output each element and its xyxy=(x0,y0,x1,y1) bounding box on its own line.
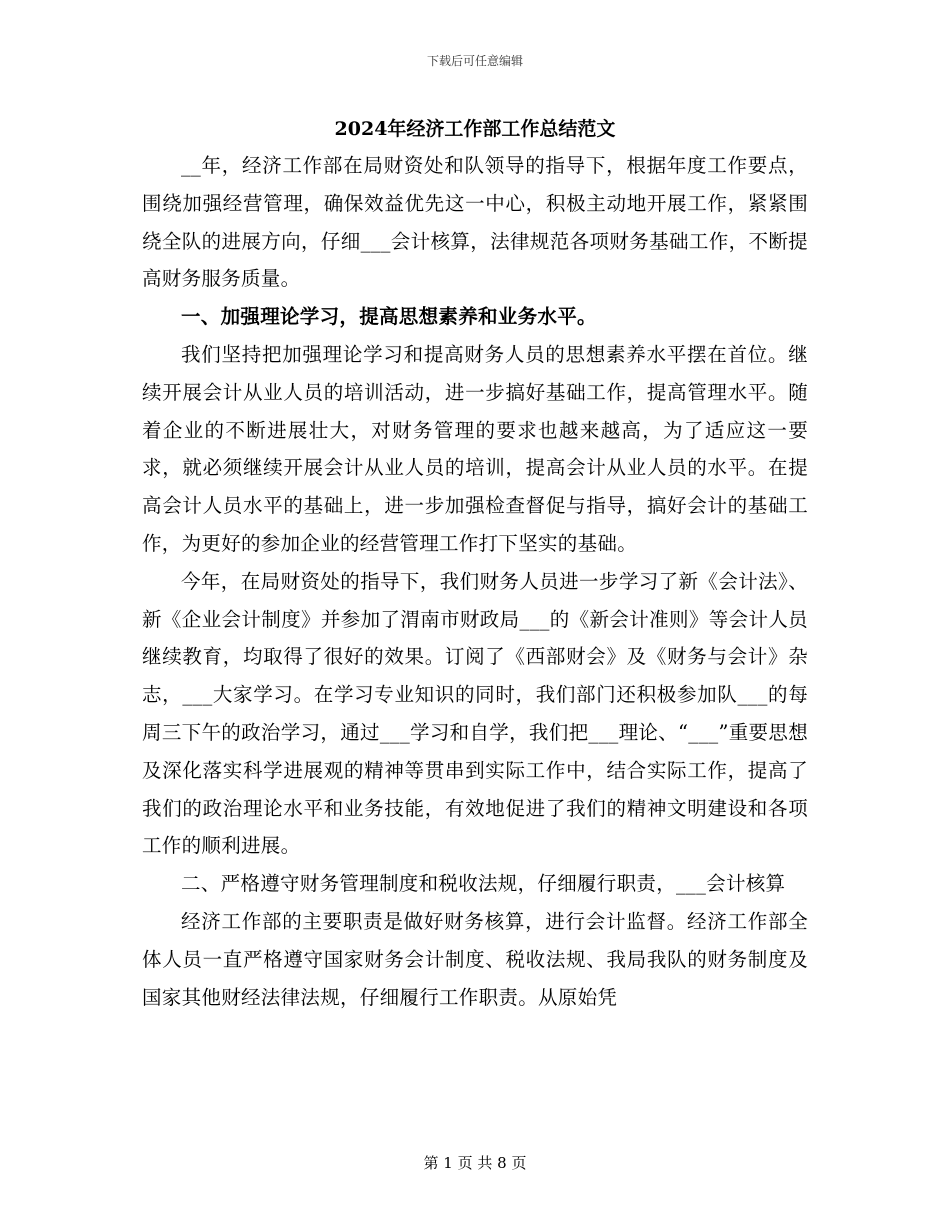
section-heading-2: 二、严格遵守财务管理制度和税收法规，仔细履行职责，___会计核算 xyxy=(181,872,786,896)
paragraph-this-year: 今年，在局财资处的指导下，我们财务人员进一步学习了新《会计法》、新《企业会计制度》并参加了渭南市财政局___的《新会计准则》等会计人员继续教育，均取得了很好的效果。订阅了《西部财会》及《财务与会计》杂志，___大家学习。在学习专业知识的同时，我们部门还积极参加队___的每周三下午的政治学习，通过___学习和自学，我们把___理论、“___”重要思想及深化落实科学进展观的精神等贯串到实际工作中，结合实际工作，提高了我们的政治理论水平和业务技能，有效地促进了我们的精神文明建设和各项工作的顺利进展。 xyxy=(142,569,808,858)
section-heading-1: 一、加强理论学习，提高思想素养和业务水平。 xyxy=(181,305,597,329)
paragraph-intro: __年，经济工作部在局财资处和队领导的指导下，根据年度工作要点，围绕加强经营管理，确保效益优先这一中心，积极主动地开展工作，紧紧围绕全队的进展方向，仔细___会计核算，法律规范各项财务基础工作，不断提高财务服务质量。 xyxy=(142,154,808,291)
document-title: 2024年经济工作部工作总结范文 xyxy=(334,118,616,140)
paragraph-duties: 经济工作部的主要职责是做好财务核算，进行会计监督。经济工作部全体人员一直严格遵守国家财务会计制度、税收法规、我局我队的财务制度及国家其他财经法律法规，仔细履行工作职责。从原始凭 xyxy=(142,909,808,1009)
page-footer: 第 1 页 共 8 页 xyxy=(423,1154,527,1172)
paragraph-theory-study: 我们坚持把加强理论学习和提高财务人员的思想素养水平摆在首位。继续开展会计从业人员的培训活动，进一步搞好基础工作，提高管理水平。随着企业的不断进展壮大，对财务管理的要求也越来越高，为了适应这一要求，就必须继续开展会计从业人员的培训，提高会计从业人员的水平。在提高会计人员水平的基础上，进一步加强检查督促与指导，搞好会计的基础工作，为更好的参加企业的经营管理工作打下坚实的基础。 xyxy=(142,342,808,555)
document-body xyxy=(142,147,808,1016)
page-header: 下载后可任意编辑 xyxy=(426,54,523,68)
